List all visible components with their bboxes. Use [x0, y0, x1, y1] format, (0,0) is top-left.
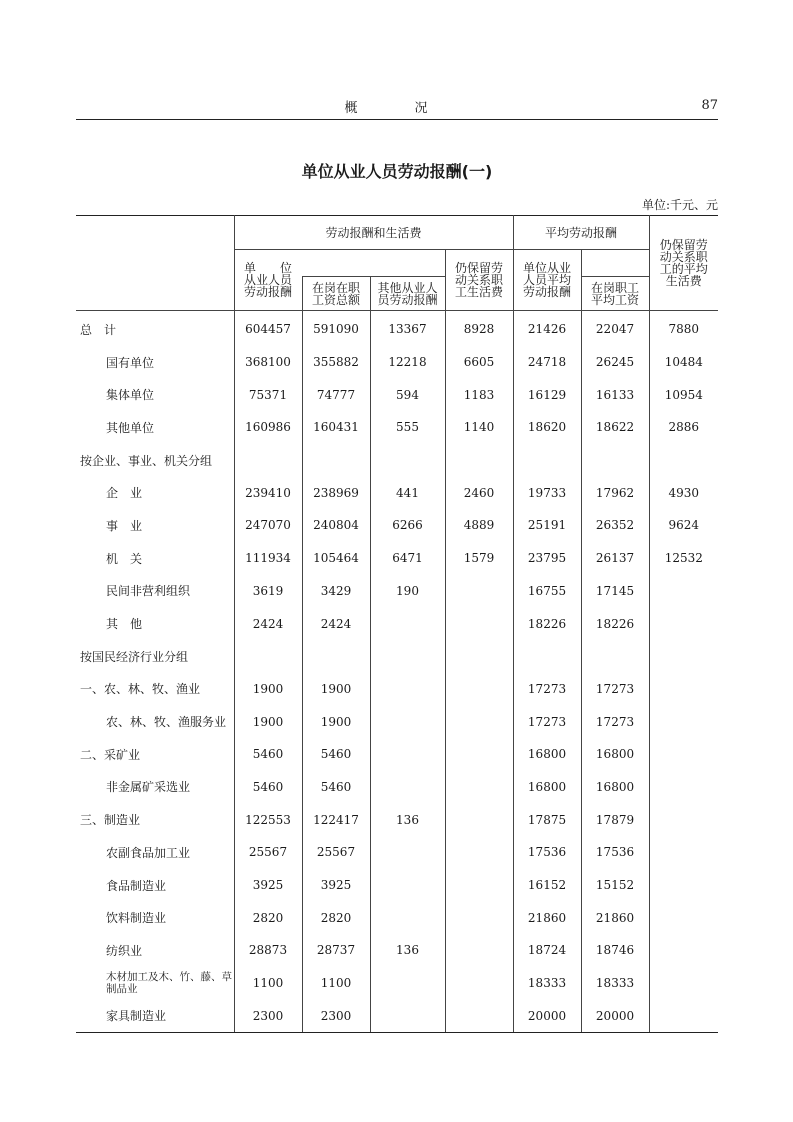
col-header-living-allowance: 仍保留劳 动关系职 工生活费 — [445, 250, 513, 311]
table-cell — [445, 444, 513, 477]
table-cell — [370, 705, 445, 738]
table-cell — [370, 673, 445, 706]
table-cell: 2886 — [649, 411, 718, 444]
table-cell: 5460 — [234, 738, 302, 771]
row-label: 纺织业 — [106, 943, 143, 958]
table-cell: 2424 — [234, 607, 302, 640]
table-cell: 2460 — [445, 476, 513, 509]
subgroup-spacer — [302, 250, 445, 277]
table-cell: 16800 — [581, 771, 649, 804]
table-cell: 21860 — [581, 901, 649, 934]
table-cell: 9624 — [649, 509, 718, 542]
table-cell: 7880 — [649, 311, 718, 346]
table-cell: 1100 — [302, 967, 370, 1000]
table-cell — [649, 607, 718, 640]
table-cell: 3619 — [234, 575, 302, 608]
page-header — [76, 95, 718, 120]
row-label: 非金属矿采选业 — [106, 780, 191, 795]
table-cell: 18226 — [513, 607, 581, 640]
table-cell: 10954 — [649, 378, 718, 411]
table-cell: 3925 — [302, 869, 370, 902]
table-cell — [370, 640, 445, 673]
table-cell: 24718 — [513, 346, 581, 379]
row-label: 集体单位 — [106, 388, 155, 403]
table-cell: 15152 — [581, 869, 649, 902]
table-cell — [234, 444, 302, 477]
row-label: 机 关 — [106, 551, 143, 566]
table-cell: 12218 — [370, 346, 445, 379]
table-cell — [649, 444, 718, 477]
table-cell: 5460 — [234, 771, 302, 804]
table-cell: 17273 — [513, 705, 581, 738]
row-label: 其 他 — [106, 617, 143, 632]
col-header-other-compensation: 其他从业人 员劳动报酬 — [370, 277, 445, 311]
table-cell: 8928 — [445, 311, 513, 346]
table-body — [76, 311, 718, 1033]
table-cell: 18333 — [513, 967, 581, 1000]
row-label-header — [76, 216, 234, 311]
table-cell: 20000 — [581, 999, 649, 1032]
table-cell: 239410 — [234, 476, 302, 509]
row-label: 民间非营利组织 — [106, 584, 191, 599]
table-cell — [370, 836, 445, 869]
table-cell: 20000 — [513, 999, 581, 1032]
table-cell — [234, 640, 302, 673]
table-cell: 25567 — [302, 836, 370, 869]
table-cell — [302, 444, 370, 477]
table-row — [76, 673, 718, 706]
row-label: 按国民经济行业分组 — [80, 649, 189, 664]
table-cell: 160986 — [234, 411, 302, 444]
table-cell — [445, 575, 513, 608]
table-row — [76, 967, 718, 1000]
table-cell — [649, 836, 718, 869]
table-cell — [649, 771, 718, 804]
page-number: 87 — [701, 98, 718, 113]
table-cell — [649, 967, 718, 1000]
table-cell: 17536 — [513, 836, 581, 869]
table-cell — [649, 738, 718, 771]
row-label: 食品制造业 — [106, 878, 167, 893]
table-cell: 16800 — [513, 771, 581, 804]
table-row — [76, 476, 718, 509]
table-cell — [649, 673, 718, 706]
row-label: 二、采矿业 — [80, 747, 141, 762]
table-row — [76, 311, 718, 346]
table-row — [76, 378, 718, 411]
table-row — [76, 934, 718, 967]
table-cell — [445, 771, 513, 804]
table-cell: 1183 — [445, 378, 513, 411]
row-label: 总 计 — [80, 322, 117, 337]
table-cell: 1100 — [234, 967, 302, 1000]
row-label: 国有单位 — [106, 355, 155, 370]
table-cell — [649, 575, 718, 608]
row-label: 按企业、事业、机关分组 — [80, 453, 213, 468]
table-cell: 604457 — [234, 311, 302, 346]
table-cell — [445, 967, 513, 1000]
table-cell — [445, 934, 513, 967]
table-cell: 594 — [370, 378, 445, 411]
table-cell: 23795 — [513, 542, 581, 575]
table-row — [76, 411, 718, 444]
table-cell: 247070 — [234, 509, 302, 542]
table-row — [76, 836, 718, 869]
table-cell: 3429 — [302, 575, 370, 608]
table-cell — [445, 673, 513, 706]
table-cell: 16800 — [581, 738, 649, 771]
table-cell: 111934 — [234, 542, 302, 575]
table-row — [76, 738, 718, 771]
table-cell — [370, 999, 445, 1032]
table-cell — [370, 967, 445, 1000]
table-cell: 18620 — [513, 411, 581, 444]
table-cell — [370, 607, 445, 640]
table-cell: 17145 — [581, 575, 649, 608]
table-cell — [370, 869, 445, 902]
table-cell: 26245 — [581, 346, 649, 379]
table-cell: 1579 — [445, 542, 513, 575]
table-cell: 122417 — [302, 803, 370, 836]
row-label: 企 业 — [106, 486, 143, 501]
table-cell: 122553 — [234, 803, 302, 836]
table-row — [76, 771, 718, 804]
col-header-total-compensation: 单 位 从业人员 劳动报酬 — [234, 250, 302, 311]
table-cell — [649, 869, 718, 902]
table-cell — [445, 803, 513, 836]
table-cell: 28873 — [234, 934, 302, 967]
table-cell — [370, 901, 445, 934]
table-cell — [445, 836, 513, 869]
table-cell: 6471 — [370, 542, 445, 575]
table-cell: 2820 — [302, 901, 370, 934]
table-cell — [445, 705, 513, 738]
table-cell: 12532 — [649, 542, 718, 575]
row-label: 木材加工及木、竹、藤、草制品业 — [106, 971, 232, 996]
table-cell — [649, 934, 718, 967]
row-label: 一、农、林、牧、渔业 — [80, 682, 201, 697]
table-cell: 16133 — [581, 378, 649, 411]
table-cell: 190 — [370, 575, 445, 608]
table-cell: 136 — [370, 934, 445, 967]
col-header-wage-total: 在岗在职 工资总额 — [302, 277, 370, 311]
table-cell: 18333 — [581, 967, 649, 1000]
table-cell: 1900 — [302, 673, 370, 706]
table-row — [76, 869, 718, 902]
table-cell — [370, 738, 445, 771]
table-cell — [513, 640, 581, 673]
table-row — [76, 803, 718, 836]
table-cell — [581, 444, 649, 477]
table-cell: 6266 — [370, 509, 445, 542]
table-cell: 1140 — [445, 411, 513, 444]
table-cell: 3925 — [234, 869, 302, 902]
table-row — [76, 346, 718, 379]
table-cell: 591090 — [302, 311, 370, 346]
table-cell: 22047 — [581, 311, 649, 346]
table-cell — [649, 901, 718, 934]
subgroup-spacer-2 — [581, 250, 649, 277]
unit-label: 单位:千元、元 — [641, 198, 718, 212]
table-cell: 21860 — [513, 901, 581, 934]
table-cell: 5460 — [302, 771, 370, 804]
table-cell — [649, 705, 718, 738]
table-cell: 19733 — [513, 476, 581, 509]
row-label: 事 业 — [106, 518, 143, 533]
col-header-avg-compensation: 单位从业 人员平均 劳动报酬 — [513, 250, 581, 311]
table-cell: 368100 — [234, 346, 302, 379]
table-cell: 1900 — [234, 673, 302, 706]
table-cell: 18746 — [581, 934, 649, 967]
table-cell: 17273 — [581, 673, 649, 706]
table-cell: 10484 — [649, 346, 718, 379]
section-title: 概 况 — [344, 101, 450, 116]
table-cell: 441 — [370, 476, 445, 509]
table-cell — [445, 901, 513, 934]
table-cell — [445, 607, 513, 640]
group-header-compensation: 劳动报酬和生活费 — [234, 216, 513, 250]
table-row — [76, 705, 718, 738]
table-cell: 28737 — [302, 934, 370, 967]
table-cell: 5460 — [302, 738, 370, 771]
table-title: 单位从业人员劳动报酬(一) — [301, 162, 493, 181]
table-cell — [445, 999, 513, 1032]
col-header-avg-wage: 在岗职工 平均工资 — [581, 277, 649, 311]
group-header-average: 平均劳动报酬 — [513, 216, 649, 250]
table-cell: 2820 — [234, 901, 302, 934]
table-cell — [370, 771, 445, 804]
row-label: 家具制造业 — [76, 999, 234, 1032]
table-row — [76, 542, 718, 575]
table-cell: 105464 — [302, 542, 370, 575]
row-label: 农副食品加工业 — [106, 845, 191, 860]
table-cell — [649, 803, 718, 836]
table-cell: 355882 — [302, 346, 370, 379]
table-cell: 25567 — [234, 836, 302, 869]
table-cell — [649, 640, 718, 673]
table-cell: 4889 — [445, 509, 513, 542]
table-cell: 1900 — [302, 705, 370, 738]
table-cell: 16800 — [513, 738, 581, 771]
table-cell — [302, 640, 370, 673]
table-cell — [445, 869, 513, 902]
table-row — [76, 640, 718, 673]
col-header-avg-living-allowance: 仍保留劳 动关系职 工的平均 生活费 — [649, 216, 718, 311]
table-cell: 240804 — [302, 509, 370, 542]
table-cell: 17273 — [581, 705, 649, 738]
table-cell: 238969 — [302, 476, 370, 509]
table-cell: 18622 — [581, 411, 649, 444]
table-cell — [445, 738, 513, 771]
table-cell — [649, 999, 718, 1032]
row-label: 三、制造业 — [80, 813, 141, 828]
table-cell: 2300 — [234, 999, 302, 1032]
table-cell: 6605 — [445, 346, 513, 379]
table-cell: 26352 — [581, 509, 649, 542]
table-cell: 16755 — [513, 575, 581, 608]
row-label: 其他单位 — [106, 420, 155, 435]
table-cell: 18724 — [513, 934, 581, 967]
table-cell: 75371 — [234, 378, 302, 411]
table-row — [76, 999, 718, 1032]
row-label: 饮料制造业 — [106, 911, 167, 926]
table-cell: 17879 — [581, 803, 649, 836]
table-cell: 2300 — [302, 999, 370, 1032]
table-cell: 26137 — [581, 542, 649, 575]
row-label: 农、林、牧、渔服务业 — [106, 715, 227, 730]
table-row — [76, 901, 718, 934]
table-row — [76, 444, 718, 477]
table-row — [76, 575, 718, 608]
compensation-table — [76, 215, 718, 1033]
table-cell: 16129 — [513, 378, 581, 411]
table-cell: 16152 — [513, 869, 581, 902]
table-cell: 2424 — [302, 607, 370, 640]
table-cell: 13367 — [370, 311, 445, 346]
table-cell: 136 — [370, 803, 445, 836]
table-cell: 555 — [370, 411, 445, 444]
table-row — [76, 509, 718, 542]
table-cell: 17962 — [581, 476, 649, 509]
table-cell: 74777 — [302, 378, 370, 411]
table-cell: 17536 — [581, 836, 649, 869]
table-cell: 18226 — [581, 607, 649, 640]
table-cell: 1900 — [234, 705, 302, 738]
table-cell — [370, 444, 445, 477]
table-cell: 4930 — [649, 476, 718, 509]
table-cell: 21426 — [513, 311, 581, 346]
table-cell: 17875 — [513, 803, 581, 836]
table-cell: 17273 — [513, 673, 581, 706]
table-row — [76, 607, 718, 640]
table-cell: 25191 — [513, 509, 581, 542]
table-cell — [513, 444, 581, 477]
table-cell — [581, 640, 649, 673]
table-cell: 160431 — [302, 411, 370, 444]
table-cell — [445, 640, 513, 673]
